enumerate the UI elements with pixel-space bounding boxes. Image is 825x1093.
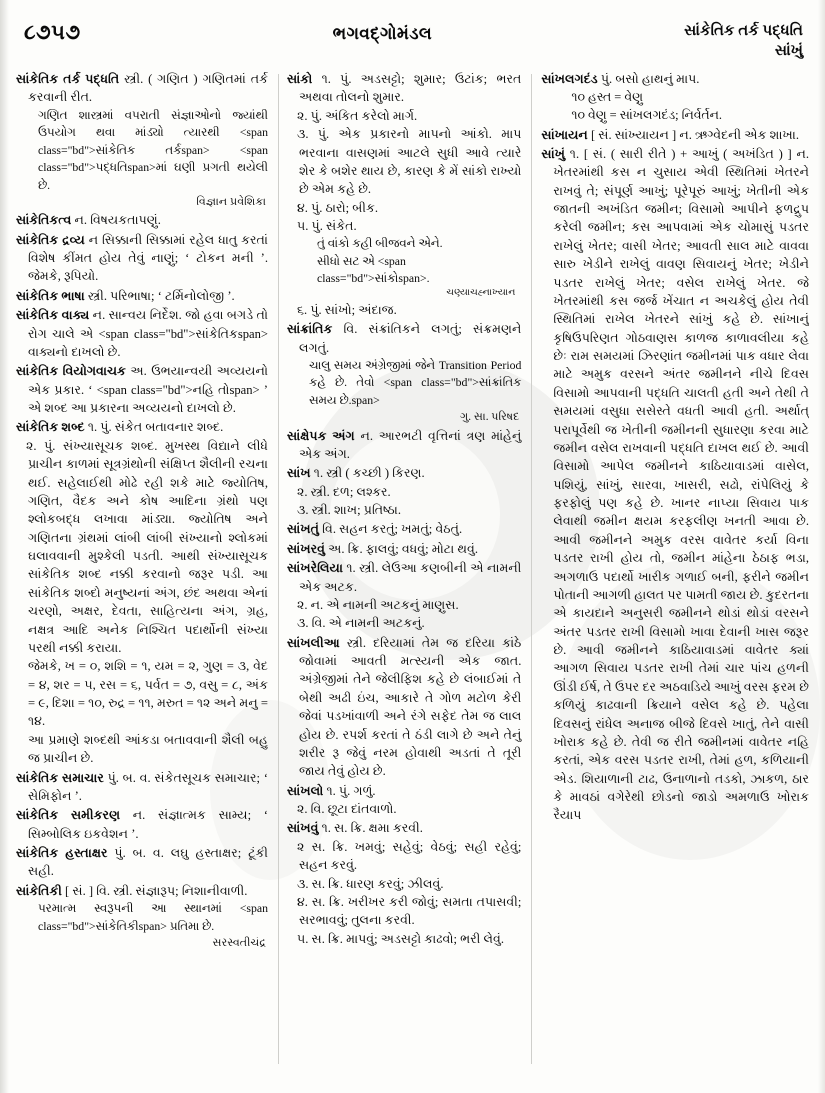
entry-sense: ૩. સ્ત્રી. શાખ; પ્રતિષ્ઠા. — [296, 503, 401, 518]
entry-definition: સાંખલીઆ સ્ત્રી. દરિયામાં તેમ જ દરિયા કાંઠે જોવામાં આવતી મત્સ્યની એક જાત. અંગ્રેજીમાં તેને જેલીફિશ કહે છે લંબાઈમાં તે બેથી અઢી ઇંચ, આકારે તે ગોળ મટોળ કેરી જેવાં પડખાંવાળી અને રંગે સફેદ તેમ જ લાલ હોય છે. રપર્શ કરતાં તે ઠંડી લાગે છે અને તેનું શરીર રૂ જેવું નરમ હોવાથી અડતાં તે તૂરી જાય તેવું હોય છે. — [286, 635, 522, 779]
measure-equivalence: ૧૦ વેણુ = સાંખલગદંડ; નિર્વર્તન. — [571, 108, 722, 123]
folio-number: ૮૭૫૭ — [24, 20, 81, 44]
headword: સાંકેતિક શબ્દ — [16, 420, 85, 435]
entry-sense: ૩. પું. એક પ્રકારનો માપનો આંકો. માપ ભરવાના વાસણમાં આટલે સુધી આવે ત્યારે શેર કે બશેર થાય છે, કારણ કે મેં સાંકો રાખ્યો છે એમ કહે છે. — [296, 127, 522, 197]
headword: સાંકેતિક વાક્ય — [16, 308, 90, 323]
running-head — [16, 14, 809, 70]
entry-sense: ૨ સ. ક્રિ. ખમવું; સહેવું; વેઠવું; સહી રહેવું; સહન કરવું. — [296, 839, 522, 873]
entry-continuation: આ પ્રમાણે શબ્દથી આંકડા બતાવવાની શૈલી બહુ જ પ્રાચીન છે. — [28, 732, 268, 766]
entry-definition: સાંકેતિક દ્રવ્ય ન સિક્કાની સિક્કામાં રહેલ ધાતુ કરતાં વિશેષ કીંમત હોય તેવું નાણું; ‘ ટોકન મની ’. જેમકે, રૂપિયો. — [16, 232, 268, 284]
numeric-equivalents: જેમકે, ખ = ૦, શશિ = ૧, યમ = ૨, ગુણ = ૩, વેદ = ૪, શર = ૫, રસ = ૬, પર્વત = ૭, વસુ = ૮, અંક = ૯, દિશા = ૧૦, રુદ્ર = ૧૧, મરુત = ૧૨ અને મનુ = ૧૪. — [28, 659, 268, 729]
column-2 — [279, 70, 531, 1080]
headword: સાંકેતિક સમીકરણ — [16, 808, 121, 823]
dictionary-entry — [16, 882, 268, 952]
entry-definition: સાંક્રાંતિક વિ. સંક્રાંતિકને લગતું; સંક્રમણને લગતું. — [286, 322, 522, 355]
headword: સાંકેતિકી — [16, 883, 62, 898]
citation-verse-line: તું વાંકો કહી બીજવને એને. — [316, 236, 443, 251]
entry-definition: સાંકેતિક ભાષા સ્ત્રી. પરિભાષા; ‘ ટર્મિનોલોજી ’. — [16, 288, 235, 303]
column-container — [16, 70, 809, 1080]
citation-source: ચણ્યાચહ્નાખ્યાન — [446, 288, 516, 299]
dictionary-entry — [287, 427, 521, 464]
entry-sense: ૨. ન. એ નામની અટકનું માણુસ. — [296, 597, 459, 612]
entry-definition: સાંખતું વિ. સહન કરતું; ખમતું; વેઠતું. — [286, 522, 463, 537]
dictionary-entry — [287, 634, 521, 781]
dictionary-entry — [287, 320, 521, 425]
entry-sense: સાંખ ૧. સ્ત્રી ( કચ્છી ) કિરણ. — [286, 466, 425, 481]
guide-word-last: સાંખું — [774, 43, 803, 60]
guide-words — [684, 14, 809, 62]
headword: સાંકેતિક દ્રવ્ય — [16, 232, 85, 247]
dictionary-entry — [287, 540, 521, 558]
dictionary-entry — [16, 231, 268, 286]
entry-definition: સાંકેતિક વાક્ય ન. સાન્વય નિર્દેશ. જો હવા બગડે તો રોગ ચાલે એ <span class="bd">સાંકેતિકspan> વાક્યનો દાખલો છે. — [16, 308, 268, 359]
dictionary-entry — [287, 520, 521, 538]
entry-definition: સાંકેતિક હસ્તાક્ષર પું. બ. વ. લઘુ હસ્તાક્ષર; ટૂંકી સહી. — [16, 846, 268, 879]
headword: સાંકેતિક તર્ક પદ્ધતિ — [16, 72, 120, 86]
dictionary-entry — [16, 287, 268, 305]
guide-word-first: સાંકેતિક તર્ક પદ્ધતિ — [684, 23, 803, 39]
entry-definition: સાંકેતિક સમાચાર પું. બ. વ. સંકેતસૂચક સમાચાર; ‘ સેમિફોન ’. — [16, 770, 268, 803]
entry-sense: સાંખવું ૧. સ. ક્રિ. ક્ષમા કરવી. — [286, 821, 423, 836]
entry-sense: સાંકેતિક શબ્દ ૧. પું. સંકેત બતાવનાર શબ્દ. — [16, 420, 224, 435]
entry-definition: સાંકેતિકી [ સં. ] વિ. સ્ત્રી. સંજ્ઞારૂપ; નિશાનીવાળી. — [16, 883, 248, 898]
entry-definition: સાંકેતિક વિયોગવાચક અ. ઉભયાન્વયી અવ્યયનો એક પ્રકાર. ‘ <span class="bd">નહિ તોspan> ’ એ શબ્દ આ પ્રકારના અવ્યયનો દાખલો છે. — [16, 364, 268, 416]
dictionary-entry — [541, 126, 809, 144]
headword: સાંખ — [286, 466, 311, 481]
citation-quote: પરમાત્મ સ્વરૂપની આ સ્થાનમાં <span class="bd">સાંકેતિકીspan> પ્રતિમા છે. — [38, 901, 268, 933]
entry-sense: ૨. પું. અંકિત કરેલો માર્ગ. — [296, 108, 418, 123]
dictionary-entry — [16, 844, 268, 881]
citation-source: વિજ્ઞાન પ્રવેશિકા — [196, 196, 266, 209]
citation-verse-line: સીધો સટ એ <span class="bd">સાંકોspan>. — [316, 253, 430, 285]
dictionary-entry — [16, 70, 268, 210]
dictionary-entry — [16, 362, 268, 417]
headword: સાંકેતિક હસ્તાક્ષર — [16, 846, 108, 861]
dictionary-entry — [541, 145, 809, 825]
entry-definition: સાંખલગદંડ પું. બસો હાથનું માપ. — [541, 72, 700, 86]
headword: સાંકેતિક ભાષા — [16, 288, 85, 303]
dictionary-entry — [287, 782, 521, 819]
column-3 — [532, 70, 809, 1080]
scan-edge-shadow-left — [0, 0, 9, 1093]
dictionary-entry — [541, 70, 809, 125]
headword: સાંખરવું — [286, 541, 325, 556]
dictionary-entry — [287, 819, 521, 948]
headword: સાંખલીઆ — [286, 635, 340, 650]
headword: સાંખતું — [286, 522, 319, 537]
column-1 — [16, 70, 278, 1080]
entry-sense: ૪. પું. ઠારો; બીક. — [296, 200, 379, 215]
headword: સાંખું — [541, 146, 566, 161]
entry-sense: ૫. સ. ક્રિ. માપવું; અડસટ્ટો કાઢવો; ભરી લેવું. — [296, 931, 504, 946]
entry-definition: સાંક્ષેપક અંગ ન. આરભટી વૃત્તિનાં ત્રણ માંહેનું એક અંગ. — [286, 428, 522, 461]
measure-equivalence: ૧૦ હસ્ત = વેણુ — [571, 90, 643, 105]
entry-sense: ૫. પું. સંકેત. — [296, 219, 357, 233]
citation-quote: ગણિત શાસ્ત્રમાં વપરાતી સંજ્ઞાઓનો જ્યાંથી ઉપયોગ થવા માંડ્યો ત્યારથી <span class="bd">સાંકેતિક તર્કspan> <span class="bd">પદ્ધતિspan>માં ઘણી પ્રગતી થયેલી છે. — [38, 107, 268, 192]
dictionary-entry — [16, 769, 268, 806]
dictionary-entry — [287, 70, 521, 319]
entry-definition: સાંખાયન [ સં. સાંખ્યાયન ] ન. ઋગ્વેદની એક શાખા. — [541, 127, 799, 142]
citation-quote: ચાલુ સમય અંગ્રેજીમાં જેને Transition Period કહે છે. તેવો <span class="bd">સાંક્રાંતિક સમય છે.span> — [308, 357, 522, 407]
headword: સાંખલગદંડ — [541, 72, 598, 86]
entry-sense: સાંખરેલિયા ૧. સ્ત્રી. લેઉઆ કણબીની એ નામની એક અટક. — [286, 561, 522, 594]
headword: સાંકેતિક વિયોગવાચક — [16, 364, 126, 379]
dictionary-entry — [16, 806, 268, 843]
entry-sense: ૪. સ. ક્રિ. ખરીખર કરી જોવું; સમતા તપાસવી; સરભાવવું; તુલના કરવી. — [296, 894, 522, 928]
entry-sense: ૩. વિ. એ નામની અટકનું. — [296, 616, 425, 631]
citation-source: સરસ્વતીચંદ્ર — [212, 937, 266, 950]
dictionary-entry — [16, 211, 268, 229]
headword: સાંક્ષેપક અંગ — [286, 428, 355, 443]
entry-definition: સાંકેતિક તર્ક પદ્ધતિ સ્ત્રી. ( ગણિત ) ગણિતમાં તર્ક કરવાની રીત. — [16, 72, 268, 105]
dictionary-entry — [287, 464, 521, 519]
dictionary-entry — [16, 306, 268, 361]
headword: સાંકો — [286, 72, 313, 86]
entry-sense: ૨. સ્ત્રી. દળ; લશ્કર. — [296, 484, 391, 499]
entry-definition: સાંકેતિકત્વ ન. વિષયકતાપણું. — [16, 213, 161, 228]
entry-definition: સાંખરવું અ. ક્રિ. ફાલવું; વધવું; મોટા થવું. — [286, 541, 478, 556]
entry-sense: સાંખું ૧. [ સં. ( સારી રીતે ) + આખું ( અખંડિત ) ] ન. ખેતરમાંથી કસ ન ચુસાય એવી સ્થિતિમાં ખેતરને રાખવું તે; સંપૂર્ણ આખું; પૂરેપૂરું આખું; ખેતીની એક જાતની અખંડિત જમીન; વિસામો આપીને ફળદ્રુપ કરેલી જમીન; કસ આપવામાં એક ચોમાસું પડતર રાખેલું ખેતર; વાસી ખેતર; આવતી સાલ માટે વાવવા સારુ ખેડીને રાખેલું વાવણ સિવાયનું ખેતર; ખેડીને પડતર રાખેલું ખેતર; વસેલ રાખેલું ખેતર. જે ખેતરમાંથી કસ જર્જ ખેંચાત ન અચકેલું હોય તેવી સ્થિતિમાં રાખેલ ખેતરને સાંખું કહે છે. સાંખાનું કૃષિઉપરિણત ગોઠવાણસ કાળજ કાળાવલીયા કહે છેઃ રામ સમયમાં ઝિરણાંત જમીનમાં પાક વધાર લેવા માટે અમુક વરસને અંતર જમીનને નીચે દિવસ વિસામો આપવાની પદ્ધતિ ચાલતી હતી અને તેથી તે સમયમાં વસુધા સસેસ્તે વધતી આવી હતી. અર્થાત્ પરાપૂર્વેથી જ ખેતીની જમીનની સુધારણા કરવા માટે જમીન વસેલ રાખવાની પદ્ધતિ દાખલ થઈ છે. આવી વિસામો આપેલ જમીનને કાઠિયાવાડમાં વાસેલ, પશિયું, સાંખું, સારવા, ખાસરી, સઢો, રાંપેલિયું કે ફરફોલું પણ કહે છે. ખાનર નાપ્યા સિવાય પાક લેવાથી જમીન ક્ષયમ કરફલીણ ખનતી આવા છે. આવી જમીનને અમુક વરસ વાવેતર કર્યા વિના પડતર રાખી હોય તો, જમીન માંહેના ઠેઠાફ ભડા, અગળાઉ પદાર્થો ખારીક ગળાઈ બની, ફરીને જમીન પોતાની આગળી હાલત પર પામતી જાય છે. કુદરતના એ કાયદાને અનુસરી જમીનને થોડાં થોડાં વરસને અંતર પડતર રાખી વિસામો ખાવા દેવાની ખાસ જરૂર છે. આવી જમીનને કાઠિયાવાડમાં વાવેતર ક્યાં આગળ સિવાય પડતર રાખી તેમાં ચાર પાંચ હળની ઊંડી ઈર્ષ, તે ઉપર દર અઠવાડિયે આખું વરસ ફરમ છે કળિયું કાઢવાની ક્રિયાને વસેલ કહે છે. પહેલા દિવસનું રાંધેલ અનાજ બીજે દિવસે ખાતું, તેને વાસી ખોરાક કહે છે. તેવી જ રીતે જમીનમાં વાવેતર નહિ કરતાં, એક વરસ પડતર રાખી, તેમાં હળ, કળિયાની એડ. શિયાળાની ટાઢ, ઉનાળાનો તડકો, ઝાકળ, ઠાર કે માવઠાં વગેરેથી છોડનો જાડો અમળાઉ ખોરાક રૈયાપ — [541, 146, 809, 823]
entry-sense: ૨. પું. સંખ્યાસૂચક શબ્દ. મુખસ્થ વિદ્યાને લીધે પ્રાચીન કાળમાં સૂત્રગ્રંથોની સંક્ષિપ્ત શૈલીની રચના થઈ. સહેલાઈથી મોઢે રહી શકે માટે જ્યોતિષ, ગણિત, વૈદક અને કોષ આદિના ગ્રંથો પણ શ્લોકબદ્ધ લખાવા માંડ્યા. જ્યોતિષ અને ગણિતના ગ્રંથમાં લાંબી લાંબી સંખ્યાનો શ્લોકમાં ઘલાવવાની મુશ્કેલી પડતી. આથી સંખ્યાસૂચક સાંકેતિક શબ્દ નક્કી કરવાનો જરૂર પડી. આ સાંકેતિક શબ્દો મનુષ્યનાં અંગ, છંદ અથવા એનાં ચરણો, અક્ષર, દેવતા, સાહિત્યના અંગ, ગ્રહ, નક્ષત્ર આદિ અનેક નિશ્ચિત પદાર્થોની સંખ્યા પરથી નક્કી કરાયા. — [26, 438, 268, 655]
entry-sense: ૨. વિ. છૂટા દાંતવાળો. — [296, 802, 397, 817]
headword: સાંખલો — [286, 783, 324, 798]
dictionary-entry — [16, 418, 268, 767]
entry-definition: સાંકેતિક સમીકરણ ન. સંજ્ઞાત્મક સામ્ય; ‘ સિમ્બોલિક ઇકવેશન ’. — [16, 808, 268, 841]
headword: સાંક્રાંતિક — [286, 322, 333, 337]
entry-sense: સાંખલો ૧. પું. ગળું. — [286, 783, 376, 798]
citation-source: ગુ. સા. પરિષદ — [460, 411, 520, 424]
headword: સાંખવું — [286, 821, 319, 836]
headword: સાંકેતિક સમાચાર — [16, 770, 104, 785]
entry-sense: ૩. સ. ક્રિ. ધારણ કરવું; ઝીલવું. — [296, 876, 444, 891]
scan-edge-shadow-right — [818, 0, 825, 1093]
entry-sense: સાંકો ૧. પું. અડસટ્ટો; શુમાર; ઉટાંક; ભરત અથવા તોલનો શુમાર. — [286, 72, 522, 105]
dictionary-entry — [287, 559, 521, 633]
headword: સાંકેતિકત્વ — [16, 213, 72, 228]
entry-sense: ૬. પું. સાંખો; અંદાજ. — [296, 302, 397, 317]
headword: સાંખરેલિયા — [286, 561, 343, 576]
book-title: ભગવદ્ગોમંડલ — [332, 24, 433, 43]
headword: સાંખાયન — [541, 127, 588, 142]
